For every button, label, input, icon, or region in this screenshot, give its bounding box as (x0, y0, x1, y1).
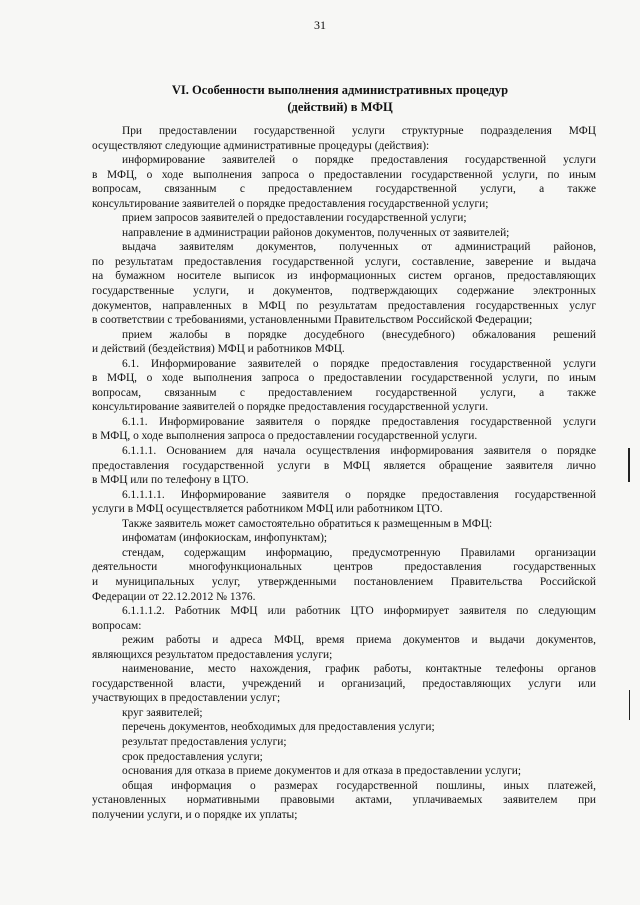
text-line: государственные услуги, и документов, подтверждающих содержание электронных (92, 285, 596, 298)
text-line: прием запросов заявителей о предоставлении государственной услуги; (122, 212, 467, 225)
section-title-line-1: VI. Особенности выполнения административных процедур (171, 83, 509, 97)
text-line: вопросам, связанным с предоставлением государственной услуги, а также (92, 183, 596, 196)
text-line: стендам, содержащим информацию, предусмотренную Правилами организации (122, 546, 596, 559)
text-line: в МФЦ, о ходе выполнения запроса о предоставлении государственной услуги, по иным (92, 168, 596, 181)
text-line: информирование заявителей о порядке предоставления государственной услуги (122, 154, 596, 167)
text-line: направление в администрации районов документов, полученных от заявителей; (122, 226, 510, 239)
text-line: государственной власти, учреждений и организаций, предоставляющих услуги или (92, 677, 596, 690)
text-line: установленных нормативными правовыми актами, уплачиваемых заявителем при (92, 794, 596, 807)
text-line: вопросам, связанным с предоставлением государственной услуги, а также (92, 386, 596, 399)
text-line: и муниципальных услуг, утвержденными постановлением Правительства Российской (92, 575, 596, 588)
text-line: срок предоставления услуги; (122, 750, 263, 763)
document-body (92, 124, 596, 822)
text-line: При предоставлении государственной услуги структурные подразделения МФЦ (122, 125, 596, 137)
text-line: получении услуги, и о порядке их уплаты; (92, 808, 298, 821)
text-line: участвующих в предоставлении услуг; (92, 692, 281, 705)
text-line: в МФЦ, о ходе выполнения запроса о предоставлении государственной услуги. (92, 430, 478, 443)
text-line: 6.1. Информирование заявителей о порядке предоставления государственной услуги (122, 357, 596, 370)
text-line: 6.1.1. Информирование заявителя о порядке предоставления государственной услуги (122, 415, 596, 428)
scan-mark (629, 690, 630, 720)
text-line: 6.1.1.1.1. Информирование заявителя о порядке предоставления государственной (122, 488, 596, 501)
text-line: на бумажном носителе выписок из информационных систем органов, предоставляющих (92, 270, 596, 283)
text-line: 6.1.1.1. Основанием для начала осуществления информирования заявителя о порядке (122, 445, 596, 458)
text-line: вопросам: (92, 619, 142, 632)
text-line: прием жалобы в порядке досудебного (внесудебного) обжалования решений (122, 328, 596, 341)
scan-mark (628, 448, 630, 482)
text-line: являющихся результатом предоставления услуги; (92, 648, 333, 661)
text-line: режим работы и адреса МФЦ, время приема документов и выдачи документов, (122, 634, 596, 647)
text-line: инфоматам (инфокиоскам, инфопунктам); (122, 532, 328, 545)
text-line: выдача заявителям документов, полученных от администраций районов, (122, 241, 596, 254)
text-line: услуги в МФЦ осуществляется работником МФЦ или работником ЦТО. (92, 503, 443, 516)
text-line: круг заявителей; (122, 706, 203, 719)
text-line: общая информация о размерах государственной пошлины, иных платежей, (122, 779, 596, 792)
section-title-line-2: (действий) в МФЦ (287, 100, 393, 114)
text-line: Федерации от 22.12.2012 № 1376. (92, 590, 256, 603)
text-line: в МФЦ или по телефону в ЦТО. (92, 474, 249, 487)
text-line: консультирование заявителей о порядке предоставления государственной услуги; (92, 197, 489, 210)
text-line: 6.1.1.1.2. Работник МФЦ или работник ЦТО информирует заявителя по следующим (122, 605, 596, 618)
text-line: и действий (бездействия) МФЦ и работников МФЦ. (92, 343, 345, 356)
text-line: основания для отказа в приеме документов и для отказа в предоставлении услуги; (122, 765, 522, 778)
page-number: 31 (314, 18, 326, 32)
text-line: деятельности многофункциональных центров предоставления государственных (92, 561, 596, 574)
text-line: результат предоставления услуги; (122, 735, 287, 748)
text-line: осуществляют следующие административные процедуры (действия): (92, 139, 430, 152)
text-line: Также заявитель может самостоятельно обратиться к размещенным в МФЦ: (122, 517, 493, 530)
text-line: в соответствии с требованиями, установленными Правительством Российской Федерации; (92, 314, 533, 327)
section-title (90, 82, 590, 116)
text-line: перечень документов, необходимых для предоставления услуги; (122, 721, 435, 734)
text-line: наименование, место нахождения, график работы, контактные телефоны органов (122, 663, 596, 676)
text-line: по результатам предоставления государственной услуги, составление, заверение и выдача (92, 255, 596, 268)
text-line: консультирование заявителей о порядке предоставления государственной услуги. (92, 401, 489, 414)
text-line: в МФЦ, о ходе выполнения запроса о предоставлении государственной услуги, по иным (92, 372, 596, 385)
text-line: документов, направленных в МФЦ по результатам предоставления государственных услуг (92, 299, 596, 312)
text-line: предоставления государственной услуги в МФЦ является обращение заявителя лично (92, 459, 596, 472)
